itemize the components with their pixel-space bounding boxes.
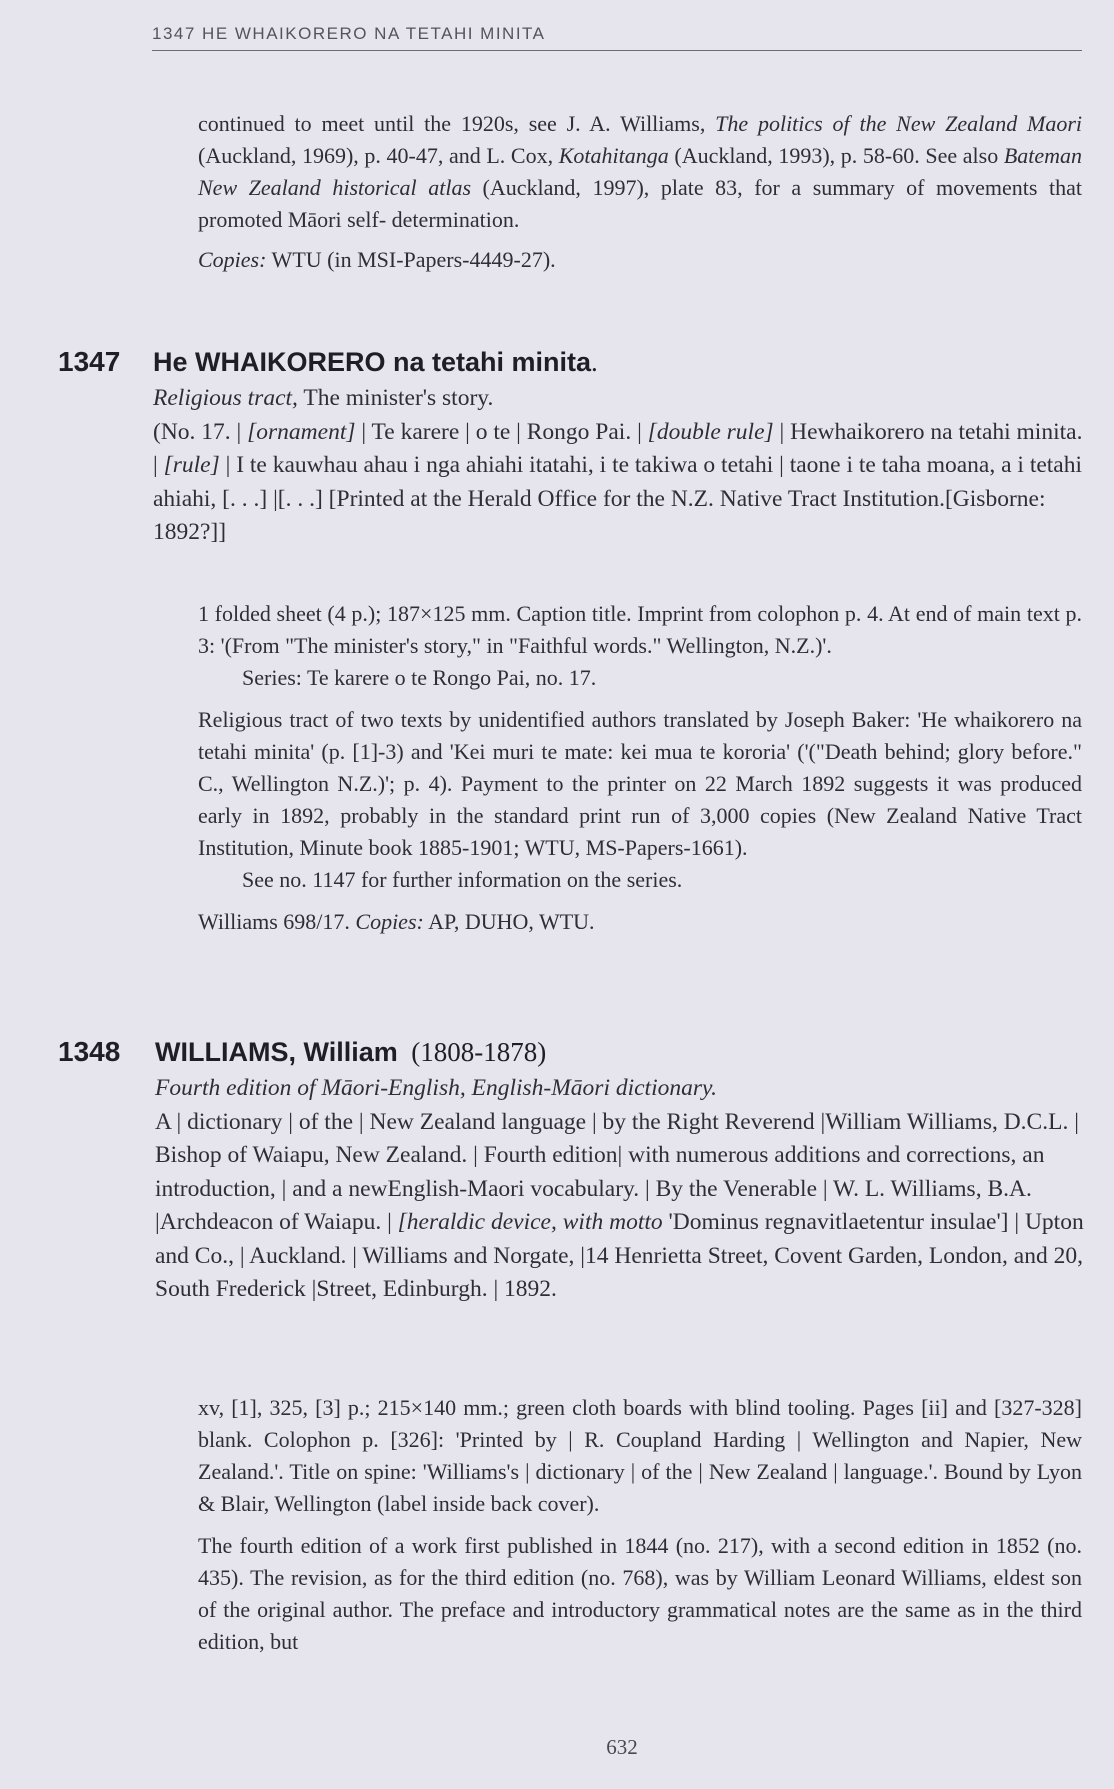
italic-text: Kotahitanga (558, 143, 669, 168)
italic-text: [rule] (163, 452, 220, 478)
copies-value: WTU (in MSI-Papers-4449-27). (266, 247, 556, 272)
heading-dates: (1808-1878) (411, 1037, 547, 1067)
entry-subtitle: Fourth edition of Māori-English, English-Māori dictionary. (155, 1075, 718, 1101)
continued-copies (198, 244, 1082, 276)
italic-text: The politics of the New (715, 111, 936, 136)
copies-value: AP, DUHO, WTU. (423, 909, 595, 934)
italic-text: [double rule] (647, 418, 774, 445)
entry-title: He WHAIKORERO na tetahi minita (153, 347, 592, 377)
entry-title: WILLIAMS, William (155, 1037, 398, 1067)
entry-number: 1347 (58, 346, 121, 377)
see-also: See no. 1147 for further information on the series. (242, 867, 683, 892)
continued-paragraph: continued to meet until the 1920s, see J. A. Williams, The politics of the New Zealand Maori (Auckland, 1969), p. 40-47, and L. Cox, Kotahitanga (Auckland, 1993), p. 58-60. See also Bateman New Zealand historical atlas (Auckland, 1997), plate 83, for a summary of movements that promoted Māori self- determination. (198, 111, 1083, 232)
italic-text: Bateman New Zealand historical atlas (198, 143, 1083, 200)
title-transcription: A | dictionary | of the | New Zealand language | by the Right Reverend |William Williams, D.C.L. | Bishop of Waiapu, New Zealand. | Fourth edition| with numerous additions and corrections, an introduction, | and a newEnglish-Maori vocabulary. | By the Venerable | W. L. Williams, B.A. |Archdeacon of Waiapu. | [heraldic device, with motto 'Dominus regnavitlaetentur insulae'] | Upton and Co., | Auckland. | Williams and Norgate, |14 Henrietta Street, Covent Garden, London, and 20, South Frederick |Street, Edinburgh. | 1892. (155, 1108, 1084, 1302)
italic-text: [ornament] (247, 418, 356, 445)
entry-1347-notes (198, 598, 1082, 948)
entry-1348-notes (198, 1392, 1082, 1668)
entry-heading (155, 1034, 1085, 1070)
note: Religious tract of two texts by unidentified authors translated by Joseph Baker: 'He whaikorero na tetahi minita' (p. [1]-3) and 'Kei muri te mate: kei mua te kororia' ('("Death behind; glory before." C., Wellington N.Z.)'; p. 4). Payment to the printer on 22 March 1892 suggests it was produced early in 1892, probably in the standard print run of 3,000 copies (New Zealand Native Tract Institution, Minute book 1885-1901; WTU, MS-Papers-1661). (198, 707, 1082, 860)
continued-note (198, 108, 1082, 276)
heading-suffix: . (591, 347, 598, 377)
subtitle-roman: The minister's story. (297, 385, 494, 411)
note: The fourth edition of a work first published in 1844 (no. 217), with a second edition in 1852 (no. 435). The revision, as for the third edition (no. 768), was by William Leonard Williams, eldest son of the original author. The preface and introductory grammatical notes are the same as in the third edition, but (198, 1533, 1082, 1654)
references (198, 906, 1082, 938)
collation: xv, [1], 325, [3] p.; 215×140 mm.; green cloth boards with blind tooling. Pages [ii] and [327-328] blank. Colophon p. [326]: 'Printed by | R. Coupland Harding | Wellington and Napier, New Zealand.'. Title on spine: 'Williams's | dictionary | of the | New Zealand | language.'. Bound by Lyon & Blair, Wellington (label inside back cover). (198, 1395, 1082, 1516)
subtitle-italic: Religious tract, (153, 385, 298, 411)
page-number: 632 (606, 1735, 638, 1759)
entry-1347 (153, 344, 1083, 550)
italic-text: [heraldic device, with motto (397, 1209, 663, 1235)
running-head: 1347 HE WHAIKORERO NA TETAHI MINITA (152, 24, 1082, 51)
title-transcription: (No. 17. | [ornament] | Te karere | o te | Rongo Pai. | [double rule] | Hewhaikorero na tetahi minita. | [rule] | I te kauwhau ahau i nga ahiahi itatahi, i te takiwa o tetahi | taone i te taha moana, a i tetahi ahiahi, [. . .] |[. . .] [Printed at the Herald Office for the N.Z. Native Tract Institution.[Gisborne: 1892?]] (153, 418, 1083, 545)
series: Series: Te karere o te Rongo Pai, no. 17. (242, 665, 597, 690)
entry-1348 (155, 1034, 1085, 1307)
collation: 1 folded sheet (4 p.); 187×125 mm. Caption title. Imprint from colophon p. 4. At end of main text p. 3: '(From "The minister's story," in "Faithful words." Wellington, N.Z.)'. (198, 601, 1082, 658)
entry-number: 1348 (58, 1036, 121, 1067)
italic-text: Zealand Maori (945, 111, 1082, 136)
copies-label: Copies: (355, 909, 424, 934)
entry-subtitle (153, 382, 1083, 416)
refs: Williams 698/17. (198, 909, 356, 934)
copies-label: Copies: (198, 247, 267, 272)
entry-heading (153, 344, 1083, 380)
